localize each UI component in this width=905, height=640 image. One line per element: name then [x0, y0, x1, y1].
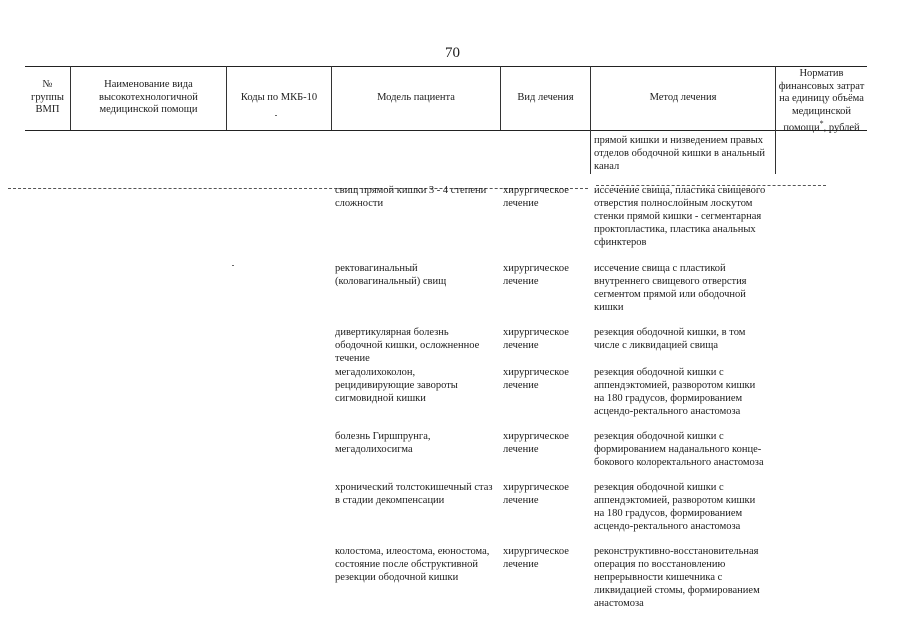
row-7-patient-model: колостома, илеостома, еюностома, состояние после обструктивной резекции ободочной кишки [335, 546, 490, 583]
header-cost-footnote-mark: * [819, 119, 824, 128]
row-6-patient-model: хронический толстокишечный стаз в стадии декомпенсации [335, 482, 493, 506]
row-7-treatment-type: хирургическое лечение [503, 546, 569, 570]
row-2-patient-model: ректовагинальный (коловагинальный) свищ [335, 263, 447, 287]
header-care-type-name: Наименование вида высокотехнологичной медицинской помощи [99, 79, 198, 116]
row-4-treatment-method: резекция ободочной кишки с аппендэктомией, разворотом кишки на 180 градусов, формированием асцендо-ректального анастомоза [594, 367, 756, 417]
row-4-treatment-type: хирургическое лечение [503, 367, 569, 391]
row-7-treatment-method: реконструктивно-восстановительная операция по восстановлению непрерывности кишечника с ликвидацией стомы, формированием анастомоза [594, 546, 760, 609]
row-1-treatment-type: хирургическое лечение [503, 185, 569, 209]
section-separator [8, 188, 588, 189]
row-2-treatment-type: хирургическое лечение [503, 263, 569, 287]
row-6-treatment-method: резекция ободочной кишки с аппендэктомией, разворотом кишки на 180 градусов, формированием асцендо-ректального анастомоза [594, 482, 756, 532]
row-3-treatment-type: хирургическое лечение [503, 327, 569, 351]
continued-method-text: прямой кишки и низведением правых отделов ободочной кишки в анальный канал [594, 135, 765, 172]
row-5-patient-model: болезнь Гиршпрунга, мегадолихосигма [335, 431, 431, 455]
header-treatment-type: Вид лечения [517, 91, 574, 103]
row-1-patient-model: свищ прямой кишки 3 - 4 степени сложности [335, 185, 487, 209]
header-group-number: № группы ВМП [31, 79, 64, 116]
row-2-treatment-method: иссечение свища с пластикой внутреннего свищевого отверстия сегментом прямой или ободочной кишки [594, 263, 747, 313]
header-cost-tail: , рублей [823, 122, 860, 134]
page-number: 70 [445, 45, 460, 61]
header-cost-standard [776, 66, 867, 134]
row-1-treatment-method: иссечение свища, пластика свищевого отверстия полнослойным лоскутом стенки прямой кишки - сегментарная проктопластика, пластика анальных сфинктеров [594, 185, 766, 248]
body-divider-method-left [590, 130, 591, 174]
header-cost-main: Норматив финансовых затрат на единицу объёма медицинской помощи [778, 68, 865, 134]
header-icd-codes: Коды по МКБ-10 [240, 91, 318, 103]
row-5-treatment-method: резекция ободочной кишки с формированием наданального конце- бокового колоректального анастомоза [594, 431, 764, 468]
header-treatment-method: Метод лечения [649, 91, 717, 103]
row-4-patient-model: мегадолихоколон, рецидивирующие завороты сигмовидной кишки [335, 367, 458, 404]
scan-speck [275, 115, 277, 116]
header-bottom-rule [25, 130, 867, 131]
header-patient-model: Модель пациента [377, 91, 455, 103]
row-3-patient-model: дивертикулярная болезнь ободочной кишки, осложненное течение [335, 327, 480, 364]
scan-speck [232, 265, 234, 266]
row-3-treatment-method: резекция ободочной кишки, в том числе с ликвидацией свища [594, 327, 746, 351]
row-5-treatment-type: хирургическое лечение [503, 431, 569, 455]
row-6-treatment-type: хирургическое лечение [503, 482, 569, 506]
